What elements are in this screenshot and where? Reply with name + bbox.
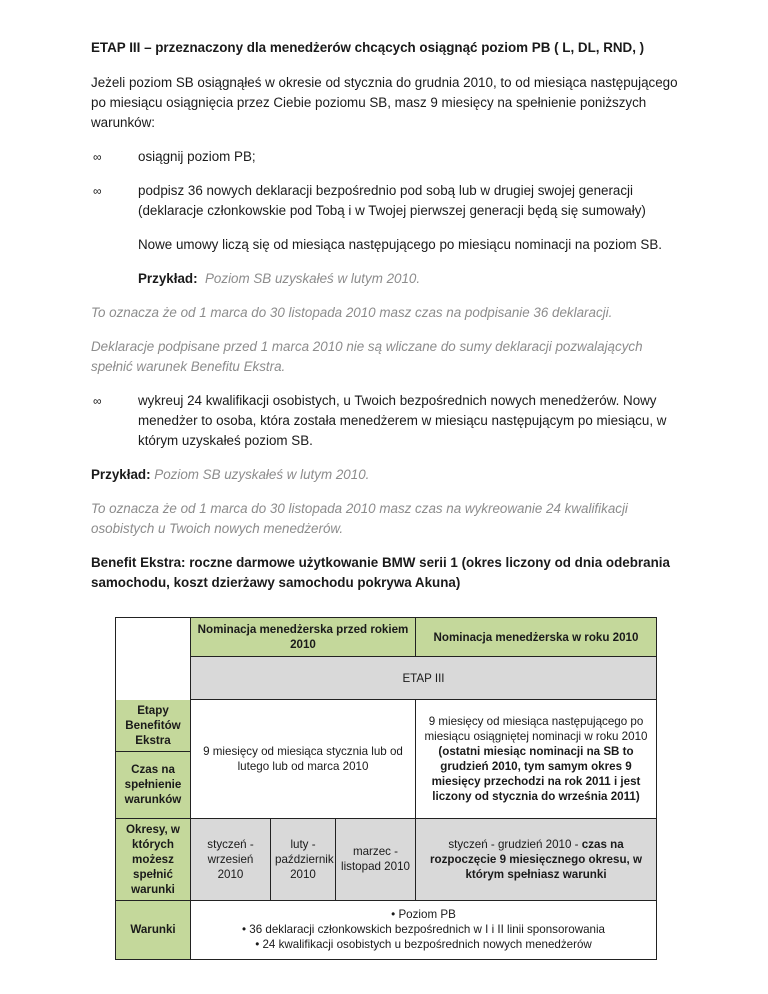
example-text: Poziom SB uzyskałeś w lutym 2010. — [205, 271, 421, 286]
row-header-stages — [116, 700, 191, 752]
period-cell: styczeń - wrzesień 2010 — [191, 818, 271, 900]
period-cell: marzec - listopad 2010 — [336, 818, 416, 900]
intro-paragraph: Jeżeli poziom SB osiągnąłeś w okresie od stycznia do grudnia 2010, to od miesiąca następującego po miesiącu osiągnięcia przez Ciebie poziomu SB, masz 9 miesięcy na spełnienie poniższych warunków: — [91, 75, 678, 130]
time-in-bold-text: (ostatni miesiąc nominacji na SB to grudzień 2010, tym samym okres 9 miesięcy przechodzi na rok 2011 i jest liczony od stycznia do września 2011) — [431, 744, 641, 803]
bullet-item — [91, 147, 681, 167]
table-corner-cell — [116, 618, 191, 700]
conditions-cell — [191, 900, 657, 959]
time-in-cell — [416, 700, 657, 819]
example-label: Przykład: — [91, 467, 151, 482]
row-header-periods: Okresy, w których możesz spełnić warunki — [116, 818, 191, 900]
contracts-note: Nowe umowy liczą się od miesiąca następującego po miesiącu nominacji na poziom SB. — [138, 237, 662, 252]
column-header-in-2010: Nominacja menedżerska w roku 2010 — [416, 618, 657, 657]
section-heading: ETAP III – przeznaczony dla menedżerów chcących osiągnąć poziom PB ( L, DL, RND, ) — [91, 40, 645, 55]
period-in-text: styczeń - grudzień 2010 - — [448, 837, 582, 851]
example-text: Poziom SB uzyskałeś w lutym 2010. — [154, 467, 370, 482]
period-cell: luty - październik 2010 — [271, 818, 336, 900]
example-line — [91, 269, 681, 289]
bullet-marker: ∞ — [93, 150, 102, 164]
period-in-cell — [416, 818, 657, 900]
row-header-conditions: Warunki — [116, 900, 191, 959]
row-header-time: Czas na spełnienie warunków — [116, 751, 191, 818]
condition-item: • 36 deklaracji członkowskich bezpośrednich w I i II linii sponsorowania — [242, 923, 605, 936]
time-before-cell: 9 miesięcy od miesiąca stycznia lub od lutego lub od marca 2010 — [191, 700, 416, 819]
condition-item: • 24 kwalifikacji osobistych u bezpośrednich nowych menedżerów — [255, 938, 592, 951]
benefit-heading: Benefit Ekstra: roczne darmowe użytkowanie BMW serii 1 (okres liczony od dnia odebrania samochodu, koszt dzierżawy samochodu pokrywa Akuna) — [91, 555, 670, 590]
example-label: Przykład: — [138, 271, 198, 286]
bullet-text: osiągnij poziom PB; — [138, 149, 256, 164]
time-in-text: 9 miesięcy od miesiąca następującego po miesiącu osiągniętej nominacji w roku 2010 — [424, 714, 648, 743]
bullet-item — [91, 391, 681, 451]
stage-value-cell: ETAP III — [191, 657, 657, 700]
example-line — [91, 465, 681, 485]
bullet-text: wykreuj 24 kwalifikacji osobistych, u Twoich bezpośrednich nowych menedżerów. Nowy menedżer to osoba, która została menedżerem w miesiącu następującym po miesiącu, w którym uzyskałeś poziom SB. — [138, 393, 667, 448]
example-note: To oznacza że od 1 marca do 30 listopada 2010 masz czas na wykreowanie 24 kwalifikacji osobistych u Twoich nowych menedżerów. — [91, 501, 628, 536]
column-header-before-2010: Nominacja menedżerska przed rokiem 2010 — [191, 618, 416, 657]
example-note: Deklaracje podpisane przed 1 marca 2010 nie są wliczane do sumy deklaracji pozwalających spełnić warunek Benefitu Ekstra. — [91, 339, 643, 374]
example-note: To oznacza że od 1 marca do 30 listopada 2010 masz czas na podpisanie 36 deklaracji. — [91, 305, 613, 320]
benefit-table — [115, 617, 657, 960]
row-header-stages-label: Etapy Benefitów Ekstra — [125, 703, 181, 747]
period-in-bold-text: czas na rozpoczęcie 9 miesięcznego okresu, w którym spełniasz warunki — [430, 837, 642, 881]
condition-item: • Poziom PB — [391, 908, 456, 921]
bullet-marker: ∞ — [93, 394, 102, 408]
document-page — [91, 38, 681, 960]
bullet-item — [91, 181, 681, 221]
bullet-text: podpisz 36 nowych deklaracji bezpośrednio pod sobą lub w drugiej swojej generacji (deklaracje członkowskie pod Tobą i w Twojej pierwszej generacji będą się sumowały) — [138, 183, 646, 218]
bullet-marker: ∞ — [93, 184, 102, 198]
